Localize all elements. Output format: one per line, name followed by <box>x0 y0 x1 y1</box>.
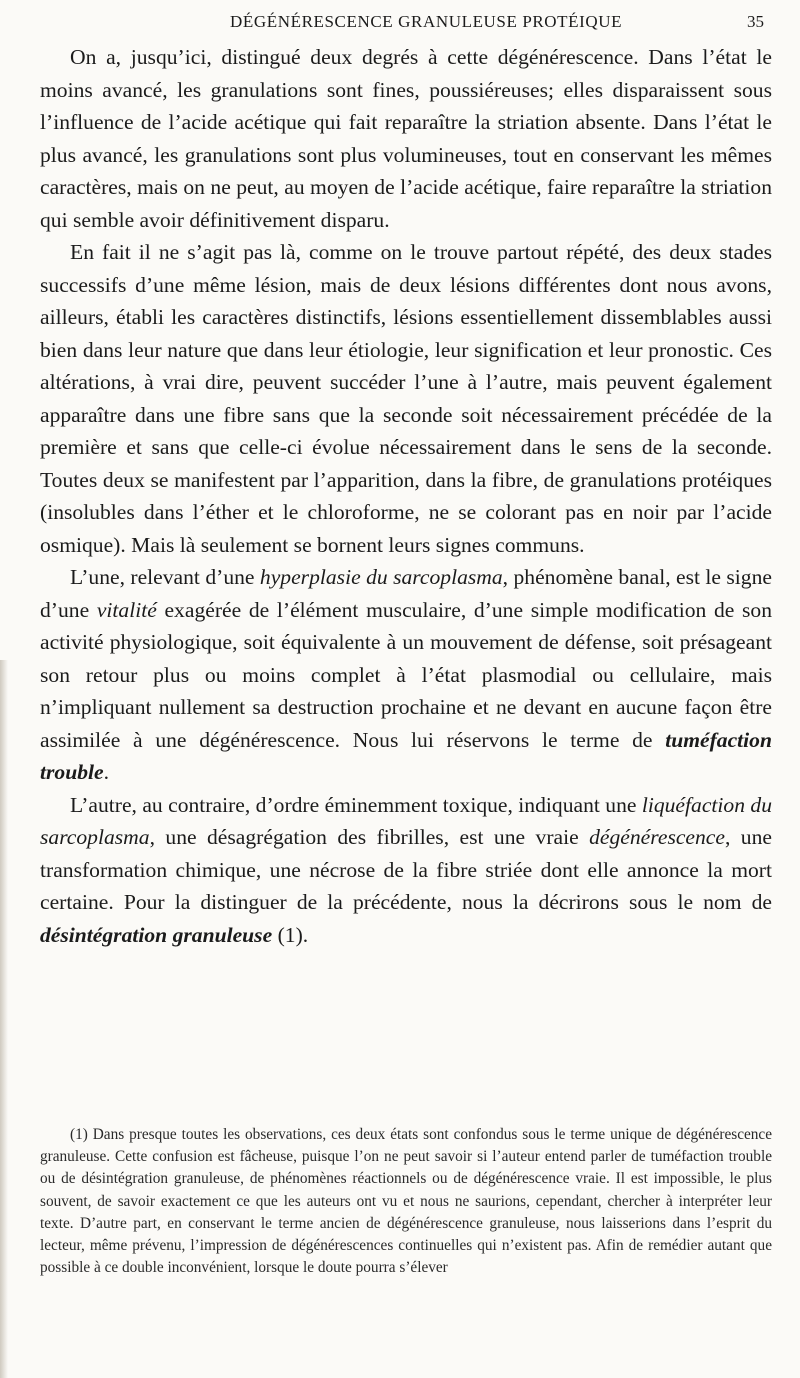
text-run: exagérée de l’élément musculaire, d’une simple modification de son activité physiologique, soit équivalente à un mouvement de défense, soit présageant son retour plus ou moins complet à l’état plasmodial ou cellulaire, mais n’impliquant nullement sa destruction prochaine et ne devant en aucune façon être assimilée à une dégénérescence. Nous lui réservons le terme de <box>40 597 772 752</box>
body-text <box>40 41 772 951</box>
running-title: DÉGÉNÉRESCENCE GRANULEUSE PROTÉIQUE <box>230 12 623 31</box>
paragraph-1 <box>40 41 772 236</box>
page-header <box>40 12 772 34</box>
emphasis-term: liquéfaction du sarcoplasma <box>40 792 772 849</box>
page-edge-shadow <box>0 660 8 1378</box>
paragraph-3 <box>40 561 772 789</box>
text-run: . <box>103 760 109 784</box>
text-run: En fait il ne s’agit pas là, comme on le trouve partout répété, des deux stades successifs d’une même lésion, mais de deux lésions différentes dont nous avons, ailleurs, établi les caractères distinctifs, lésions essentiellement dissemblables aussi bien dans leur nature que dans leur étiologie, leur signification et leur pronostic. Ces altérations, à vrai dire, peuvent succéder l’une à l’autre, mais peuvent également apparaître dans une fibre sans que la seconde soit nécessairement précédée de la première et sans que celle-ci évolue nécessairement dans le sens de la seconde. Toutes deux se manifestent par l’apparition, dans la fibre, de granulations protéiques (insolubles dans l’éther et le chloroforme, ne se colorant pas en noir par l’acide osmique). Mais là seulement se bornent leurs signes communs. <box>40 240 772 557</box>
footnote-text: (1) Dans presque toutes les observations, ces deux états sont confondus sous le terme unique de dégénérescence granuleuse. Cette confusion est fâcheuse, puisque l’on ne peut savoir si l’auteur entend parler de tuméfaction trouble ou de désintégration granuleuse, de phénomènes réactionnels ou de dégénérescence vraie. Il est impossible, le plus souvent, de savoir exactement ce que les auteurs ont vu et nous ne saurions, cependant, chercher à interpréter leur texte. D’autre part, en conservant le terme ancien de dégénérescence granuleuse, nous laisserions dans l’esprit du lecteur, même prévenu, l’impression de dégénérescences continuelles qui n’existent pas. Afin de remédier autant que possible à ce double inconvénient, lorsque le doute pourra s’élever <box>40 1126 772 1277</box>
text-run: , une transformation chimique, une nécrose de la fibre striée dont elle annonce la mort certaine. Pour la distinguer de la précédente, nous la décrirons sous le nom de <box>40 825 772 914</box>
paragraph-2 <box>40 236 772 561</box>
page-number: 35 <box>747 12 764 31</box>
paragraph-4 <box>40 789 772 952</box>
emphasis-term: dégénérescence <box>589 825 725 849</box>
emphasis-term: vitalité <box>96 597 157 622</box>
defined-term: désintégration granuleuse <box>40 922 273 947</box>
footnote <box>40 1124 772 1279</box>
text-run: L’une, relevant d’une <box>70 565 260 589</box>
text-run: (1). <box>272 922 309 947</box>
text-run: , une désagrégation des fibrilles, est une vraie <box>149 825 590 849</box>
defined-term: tuméfaction trouble <box>40 727 772 784</box>
text-run: On a, jusqu’ici, distingué deux degrés à cette dégénérescence. Dans l’état le moins avancé, les granulations sont fines, poussiéreuses; elles disparaissent sous l’influence de l’acide acétique qui fait reparaître la striation absente. Dans l’état le plus avancé, les granulations sont plus volumineuses, tout en conservant les mêmes caractères, mais on ne peut, au moyen de l’acide acétique, faire reparaître la striation qui semble avoir définitivement disparu. <box>40 45 772 232</box>
text-run: , phénomène banal, est le signe d’une <box>40 565 772 622</box>
emphasis-term: hyperplasie du sarcoplasma <box>259 565 503 589</box>
text-run: L’autre, au contraire, d’ordre éminemment toxique, indiquant une <box>70 792 642 817</box>
